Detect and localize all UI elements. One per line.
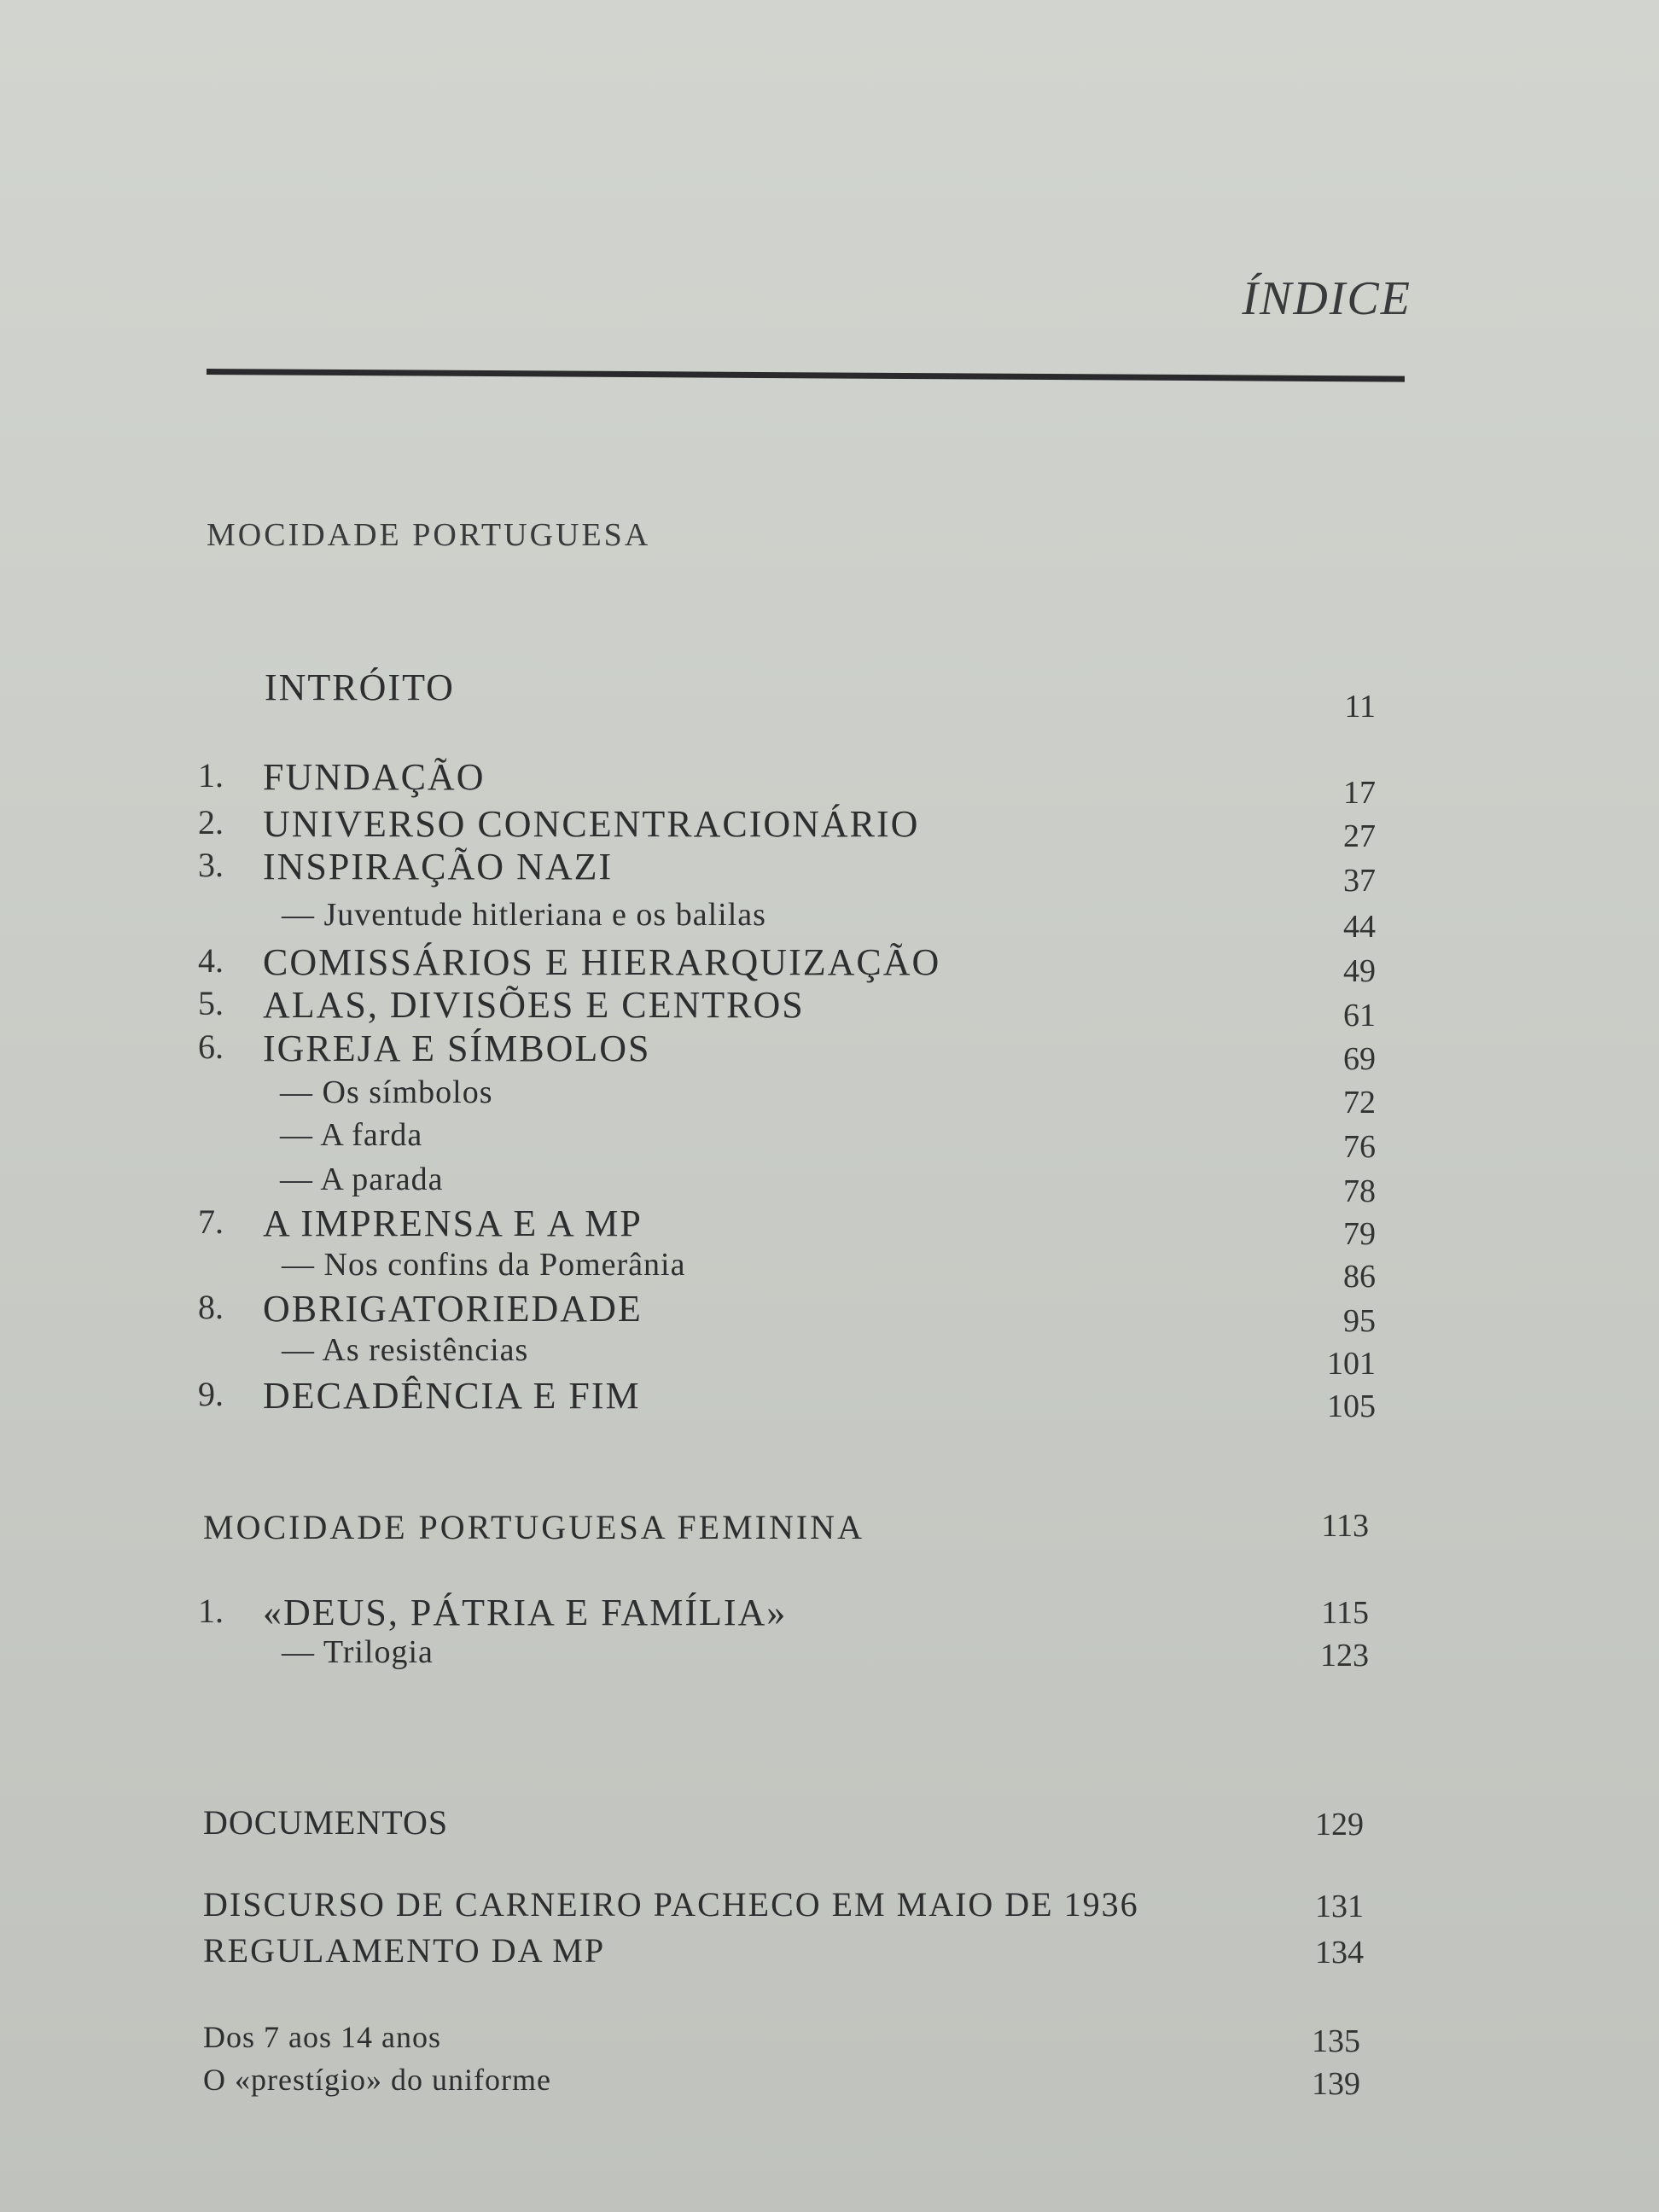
part3-title: DOCUMENTOS <box>203 1803 449 1842</box>
entry-title: IGREJA E SÍMBOLOS <box>263 1027 651 1069</box>
toc-entry <box>198 845 1376 899</box>
entry-title: — As resistências <box>282 1332 529 1368</box>
heading-rule <box>207 369 1405 382</box>
part2-page: 113 <box>1321 1508 1369 1544</box>
entry-page: 115 <box>1321 1595 1369 1631</box>
entry-page: 135 <box>1312 2023 1360 2059</box>
entry-page: 134 <box>1315 1935 1364 1970</box>
toc-entry <box>198 1331 1376 1382</box>
entry-page: 69 <box>1343 1041 1376 1077</box>
toc-entry <box>198 1027 1376 1077</box>
entry-title: — A farda <box>280 1117 423 1153</box>
entry-number: 4. <box>198 941 224 980</box>
toc-entry <box>198 1591 1376 1632</box>
toc-entry <box>198 1884 1376 1925</box>
entry-title: — Os símbolos <box>280 1074 493 1110</box>
entry-page: 72 <box>1343 1085 1376 1121</box>
entry-title: REGULAMENTO DA MP <box>203 1931 606 1970</box>
entry-title: A IMPRENSA E A MP <box>263 1202 643 1244</box>
part3-page: 129 <box>1315 1807 1364 1842</box>
entry-page: 37 <box>1343 863 1376 899</box>
entry-page: 105 <box>1327 1388 1376 1424</box>
entry-page: 17 <box>1343 775 1376 811</box>
entry-number: 1. <box>198 1592 224 1630</box>
toc-entry <box>198 896 1376 945</box>
entry-page: 44 <box>1343 909 1376 945</box>
entry-number: 1. <box>198 756 224 795</box>
entry-title: DISCURSO DE CARNEIRO PACHECO EM MAIO DE 1936 <box>203 1885 1139 1924</box>
toc-entry <box>198 666 1376 725</box>
entry-page: 76 <box>1343 1129 1376 1165</box>
entry-page: 61 <box>1343 998 1376 1033</box>
toc-entry <box>198 2062 1376 2103</box>
entry-title: O «prestígio» do uniforme <box>203 2063 551 2097</box>
entry-page: 139 <box>1312 2066 1360 2102</box>
toc-part <box>198 1802 1376 1843</box>
entry-number: 2. <box>198 803 224 841</box>
entry-title: ALAS, DIVISÕES E CENTROS <box>263 984 805 1026</box>
entry-number: 5. <box>198 984 224 1022</box>
entry-page: 86 <box>1343 1259 1376 1295</box>
toc-entry <box>198 2019 1376 2060</box>
toc-entry <box>198 1633 1376 1674</box>
part1-title: MOCIDADE PORTUGUESA <box>207 517 651 553</box>
entry-title: OBRIGATORIEDADE <box>263 1288 643 1330</box>
toc-entry <box>198 940 1376 989</box>
entry-number: 9. <box>198 1375 224 1413</box>
toc-entry <box>198 802 1376 854</box>
entry-page: 95 <box>1343 1303 1376 1339</box>
toc-entry <box>198 1074 1376 1121</box>
toc-entry <box>198 1287 1376 1339</box>
toc-entry <box>198 755 1376 811</box>
entry-number: 3. <box>198 846 224 884</box>
entry-title: COMISSÁRIOS E HIERARQUIZAÇÃO <box>263 941 941 983</box>
toc-entry <box>198 1374 1376 1424</box>
toc-entry <box>198 1202 1376 1252</box>
entry-title: Dos 7 aos 14 anos <box>203 2020 441 2054</box>
entry-number: 8. <box>198 1288 224 1326</box>
toc-part <box>198 1507 1376 1548</box>
entry-title: INTRÓITO <box>265 667 455 708</box>
entry-page: 49 <box>1343 953 1376 989</box>
toc-entry <box>198 1930 1376 1971</box>
entry-number: 6. <box>198 1027 224 1066</box>
part2-title: MOCIDADE PORTUGUESA FEMININA <box>203 1508 864 1546</box>
entry-page: 123 <box>1320 1638 1369 1674</box>
entry-title: «DEUS, PÁTRIA E FAMÍLIA» <box>263 1592 788 1633</box>
toc-entry <box>198 983 1376 1033</box>
entry-page: 27 <box>1343 818 1376 854</box>
entry-number: 7. <box>198 1202 224 1241</box>
entry-title: — Nos confins da Pomerânia <box>282 1247 686 1283</box>
index-heading: ÍNDICE <box>1242 272 1412 325</box>
entry-title: — Juventude hitleriana e os balilas <box>282 897 766 933</box>
entry-title: FUNDAÇÃO <box>263 756 486 798</box>
toc-entry <box>198 1161 1376 1209</box>
entry-page: 101 <box>1327 1346 1376 1382</box>
entry-page: 78 <box>1343 1173 1376 1209</box>
entry-title: UNIVERSO CONCENTRACIONÁRIO <box>263 803 920 845</box>
entry-page: 11 <box>1344 689 1376 725</box>
entry-page: 131 <box>1315 1889 1364 1924</box>
toc-entry <box>198 1246 1376 1295</box>
toc-entry <box>198 1116 1376 1165</box>
entry-title: — A parada <box>280 1161 444 1197</box>
entry-title: INSPIRAÇÃO NAZI <box>263 846 614 888</box>
entry-title: — Trilogia <box>282 1634 434 1670</box>
entry-title: DECADÊNCIA E FIM <box>263 1375 641 1417</box>
entry-page: 79 <box>1343 1216 1376 1252</box>
